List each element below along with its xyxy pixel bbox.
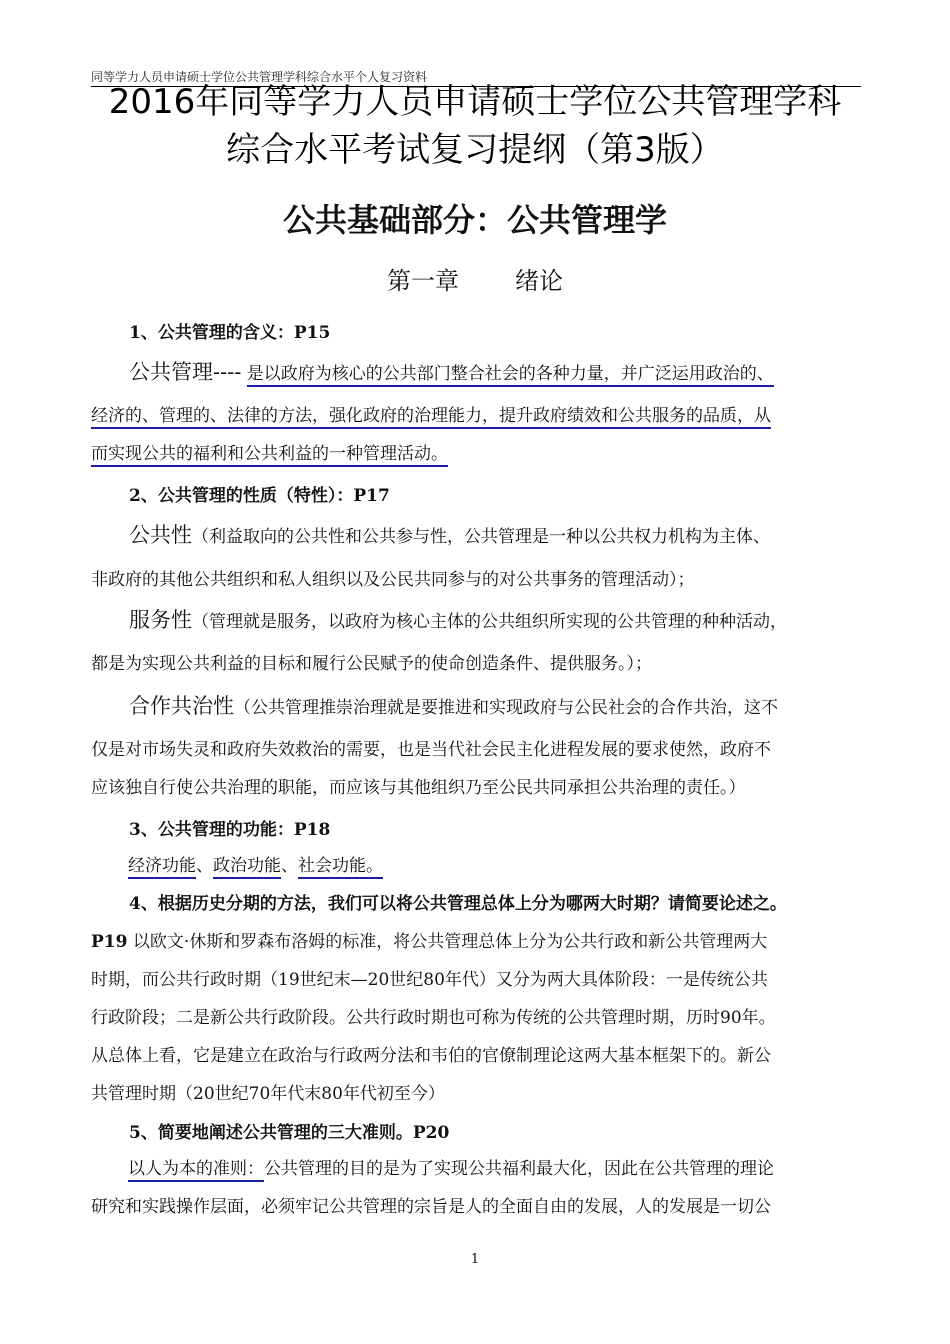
q3-heading: 3、公共管理的功能：P18 xyxy=(129,820,331,840)
q2-gonggong-line2: 非政府的其他公共组织和私人组织以及公民共同参与的对公共事务的管理活动）； xyxy=(91,570,695,590)
q2-heading: 2、公共管理的性质（特性）：P17 xyxy=(129,486,390,506)
q1-term: 公共管理---- xyxy=(129,360,242,384)
chapter-name: 绪论 xyxy=(515,267,563,295)
q1-line2 xyxy=(91,402,861,430)
page-number: 1 xyxy=(470,1252,480,1267)
chapter-number: 第一章 xyxy=(387,267,459,295)
document-title-line2: 综合水平考试复习提纲（第3版） xyxy=(226,130,724,170)
q1-line1 xyxy=(91,356,861,390)
q1-definition-part3: 而实现公共的福利和公共利益的一种管理活动。 xyxy=(91,444,448,467)
chapter-heading xyxy=(80,265,870,297)
q5-line2: 研究和实践操作层面，必须牢记公共管理的宗旨是人的全面自由的发展，人的发展是一切公 xyxy=(91,1197,771,1217)
q2-fuwu-line1 xyxy=(91,604,861,638)
document-title-line1: 2016年同等学力人员申请硕士学位公共管理学科 xyxy=(108,82,842,122)
q2-hezuo-line3: 应该独自行使公共治理的职能，而应该与其他组织乃至公民共同承担公共治理的责任。） xyxy=(91,778,746,798)
q4-text2: 以欧文·休斯和罗森布洛姆的标准，将公共管理总体上分为公共行政和新公共管理两大 xyxy=(127,932,768,952)
q5-principle-term: 以人为本的准则： xyxy=(128,1159,264,1182)
q2-fuwu-line2: 都是为实现公共利益的目标和履行公民赋予的使命创造条件、提供服务。）； xyxy=(91,654,652,674)
q2-fuwu-term: 服务性 xyxy=(129,608,192,632)
section-title: 公共基础部分：公共管理学 xyxy=(282,201,667,239)
running-header: 同等学力人员申请硕士学位公共管理学科综合水平个人复习资料 xyxy=(91,70,428,84)
q4-line1 xyxy=(91,890,861,918)
q3-function-economic: 经济功能 xyxy=(128,856,196,879)
q2-gonggong-text1: （利益取向的公共性和公共参与性，公共管理是一种以公共权力机构为主体、 xyxy=(192,527,770,547)
q4-line6: 共管理时期（20世纪70年代末80年代初至今） xyxy=(91,1084,445,1104)
q3-function-political: 政治功能 xyxy=(213,856,281,879)
q2-hezuo-text1: （公共管理推崇治理就是要推进和实现政府与公民社会的合作共治，这不 xyxy=(234,698,778,718)
q1-definition-part1: 是以政府为核心的公共部门整合社会的各种力量，并广泛运用政治的、 xyxy=(247,364,774,387)
q3-separator: 、 xyxy=(196,856,213,876)
q2-hezuo-line1 xyxy=(91,690,861,724)
q2-gonggong-term: 公共性 xyxy=(129,523,192,547)
q1-definition-part2: 经济的、管理的、法律的方法，强化政府的治理能力，提升政府绩效和公共服务的品质，从 xyxy=(91,406,771,429)
q4-line2 xyxy=(91,928,861,956)
q4-line3: 时期，而公共行政时期（19世纪末—20世纪80年代）又分为两大具体阶段：一是传统公共 xyxy=(91,970,768,990)
q2-hezuo-line2: 仅是对市场失灵和政府失效救治的需要，也是当代社会民主化进程发展的要求使然，政府不 xyxy=(91,740,771,760)
q1-line3 xyxy=(91,440,861,468)
q2-gonggong-line1 xyxy=(91,519,861,553)
q4-line5: 从总体上看，它是建立在政治与行政两分法和韦伯的官僚制理论这两大基本框架下的。新公 xyxy=(91,1046,771,1066)
q3-functions xyxy=(128,852,861,880)
q2-fuwu-text1: （管理就是服务，以政府为核心主体的公共组织所实现的公共管理的种种活动， xyxy=(192,612,787,632)
q3-separator: 、 xyxy=(281,856,298,876)
q5-heading: 5、简要地阐述公共管理的三大准则。P20 xyxy=(129,1123,450,1143)
q2-hezuo-term: 合作共治性 xyxy=(129,694,234,718)
q5-line1 xyxy=(128,1155,861,1183)
q5-text1: 公共管理的目的是为了实现公共福利最大化，因此在公共管理的理论 xyxy=(264,1159,774,1179)
q4-line4: 行政阶段；二是新公共行政阶段。公共行政时期也可称为传统的公共管理时期，历时90年。 xyxy=(91,1008,776,1028)
q4-page-ref: P19 xyxy=(91,932,128,952)
q1-heading: 1、公共管理的含义：P15 xyxy=(129,323,331,343)
q4-question: 4、根据历史分期的方法，我们可以将公共管理总体上分为哪两大时期？请简要论述之。 xyxy=(129,894,787,914)
q3-function-social: 社会功能。 xyxy=(298,856,383,879)
